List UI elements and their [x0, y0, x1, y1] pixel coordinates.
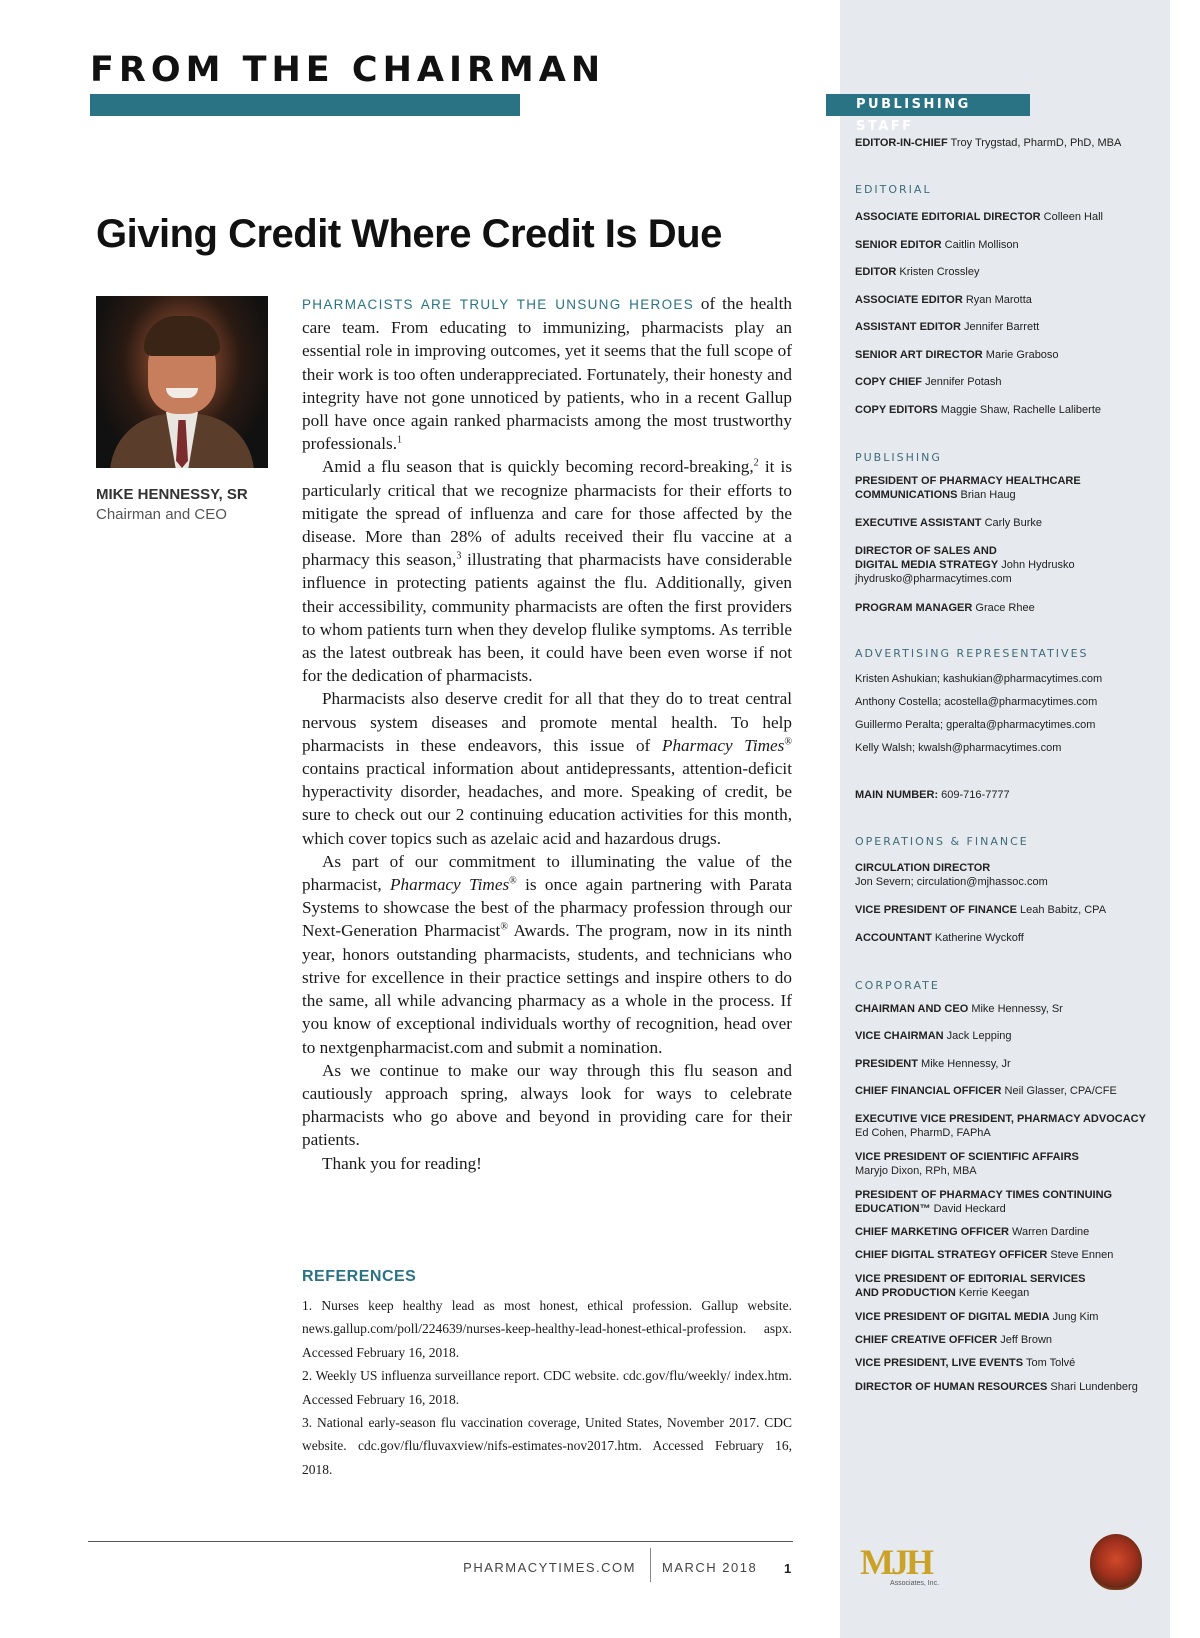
paragraph-3-text-a: Pharmacists also deserve credit for all that they do to treat central nervous system diseases and promote mental health. To help pharmacists in these endeavors, this issue of — [302, 689, 792, 755]
reference-item: 3. National early-season flu vaccination coverage, United States, November 2017. CDC website. cdc.gov/flu/fluvaxview/nifs-estimates-nov2017.htm. Accessed February 16, 2018. — [302, 1415, 792, 1477]
staff-title: CHIEF FINANCIAL OFFICER — [855, 1085, 1002, 1097]
staff-title: VICE PRESIDENT OF FINANCE — [855, 904, 1017, 916]
footer-site: PHARMACYTIMES.COM — [463, 1560, 636, 1575]
staff-email: jhydrusko@pharmacytimes.com — [855, 573, 1012, 585]
staff-name: Maryjo Dixon, RPh, MBA — [855, 1165, 977, 1177]
staff-title: DIRECTOR OF HUMAN RESOURCES — [855, 1381, 1048, 1393]
staff-entry — [855, 293, 1155, 307]
staff-title: CIRCULATION DIRECTOR — [855, 862, 991, 874]
staff-entry — [855, 861, 1155, 889]
staff-title: EXECUTIVE ASSISTANT — [855, 517, 982, 529]
paragraph-3-text-b: contains practical information about antidepressants, attention-deficit hyperactivity disorder, headaches, and more. Speaking of credit, be sure to check out our 2 continuing education activities for this month, which cover topics such as azelaic acid and hazardous drugs. — [302, 759, 792, 848]
footer-date: MARCH 2018 — [662, 1560, 758, 1575]
ad-rep: Kelly Walsh; kwalsh@pharmacytimes.com — [855, 742, 1062, 754]
paragraph-1 — [302, 292, 792, 455]
main-number — [855, 788, 1155, 802]
staff-title: VICE PRESIDENT OF DIGITAL MEDIA — [855, 1311, 1050, 1323]
group-heading: EDITORIAL — [855, 183, 932, 196]
staff-title: PRESIDENT OF PHARMACY TIMES CONTINUING — [855, 1189, 1113, 1201]
staff-title: EDITOR-IN-CHIEF — [855, 137, 948, 149]
staff-name: Leah Babitz, CPA — [1016, 904, 1107, 916]
staff-title: CHIEF CREATIVE OFFICER — [855, 1334, 998, 1346]
staff-title: COMMUNICATIONS — [855, 489, 958, 501]
staff-entry — [855, 1188, 1155, 1216]
references-list — [302, 1294, 792, 1481]
staff-name: John Hydrusko — [998, 559, 1075, 571]
staff-title: ASSISTANT EDITOR — [855, 321, 961, 333]
staff-name: David Heckard — [930, 1203, 1006, 1215]
registered-mark: ® — [509, 875, 517, 887]
paragraph-4 — [302, 850, 792, 1059]
paragraph-2-text-b: it is particularly critical that we recognize pharmacists for their efforts to mitigate the spread of influenza and care for those affected by the disease. More than 28% of adults received their flu vaccine at a pharmacy this season, — [302, 457, 793, 570]
staff-entry — [855, 403, 1155, 417]
ad-rep: Kristen Ashukian; kashukian@pharmacytimes.com — [855, 673, 1103, 685]
staff-title: CHIEF DIGITAL STRATEGY OFFICER — [855, 1249, 1048, 1261]
staff-entry — [855, 1333, 1155, 1347]
staff-entry — [855, 1057, 1155, 1071]
references-heading: REFERENCES — [302, 1268, 417, 1285]
registered-mark: ® — [500, 921, 508, 933]
crest-logo — [1090, 1534, 1142, 1590]
staff-title: PRESIDENT — [855, 1058, 918, 1070]
author-role: Chairman and CEO — [96, 506, 227, 523]
staff-entry — [855, 1084, 1155, 1098]
phone-number: 609-716-7777 — [938, 789, 1010, 801]
staff-entry — [855, 474, 1155, 502]
mjh-logo — [860, 1544, 950, 1594]
staff-title: VICE PRESIDENT OF SCIENTIFIC AFFAIRS — [855, 1151, 1079, 1163]
staff-entry — [855, 320, 1155, 334]
footer-rule — [88, 1541, 793, 1542]
staff-name: Tom Tolvé — [1023, 1357, 1076, 1369]
staff-entry — [855, 1248, 1155, 1262]
author-name: MIKE HENNESSY, SR — [96, 486, 248, 503]
staff-title: PRESIDENT OF PHARMACY HEALTHCARE — [855, 475, 1081, 487]
staff-entry — [855, 601, 1155, 615]
staff-entry — [855, 265, 1155, 279]
group-heading: PUBLISHING — [855, 451, 942, 464]
staff-entry — [855, 1002, 1155, 1016]
section-title: FROM THE CHAIRMAN — [90, 50, 606, 90]
staff-entry — [855, 1272, 1155, 1300]
staff-title: SENIOR ART DIRECTOR — [855, 349, 983, 361]
staff-name: Kerrie Keegan — [955, 1287, 1030, 1299]
paragraph-4-text-c: Awards. The program, now in its ninth year, honors outstanding pharmacists, students, and technicians who strive for excellence in their practice settings and inspire others to do the same, all while advancing pharmacy as a whole in the process. If you know of exceptional individuals worthy of recognition, head over to nextgenpharmacist.com and submit a nomination. — [302, 921, 793, 1057]
ref-marker: 1 — [397, 434, 402, 446]
paragraph-6: Thank you for reading! — [322, 1153, 482, 1173]
staff-entry — [855, 238, 1155, 252]
mjh-logo-mark: MJH — [860, 1542, 931, 1582]
staff-title: VICE PRESIDENT, LIVE EVENTS — [855, 1357, 1024, 1369]
ref-marker: 2 — [753, 457, 759, 469]
staff-title: CHIEF MARKETING OFFICER — [855, 1226, 1009, 1238]
article-body — [302, 292, 792, 1175]
publication-name: Pharmacy Times — [390, 875, 510, 895]
paragraph-3 — [302, 687, 792, 849]
staff-entry — [855, 1029, 1155, 1043]
staff-name: Marie Graboso — [982, 349, 1059, 361]
staff-name: Jennifer Potash — [922, 376, 1002, 388]
paragraph-2-text-a: Amid a flu season that is quickly becoming record-breaking, — [322, 457, 754, 477]
group-heading: ADVERTISING REPRESENTATIVES — [855, 647, 1089, 660]
staff-entry — [855, 210, 1155, 224]
staff-name: Jung Kim — [1049, 1311, 1099, 1323]
ad-rep: Guillermo Peralta; gperalta@pharmacytimes.com — [855, 719, 1096, 731]
staff-entry — [855, 1112, 1155, 1140]
staff-entry — [855, 931, 1155, 945]
staff-name: Katherine Wyckoff — [931, 932, 1024, 944]
article-headline: Giving Credit Where Credit Is Due — [96, 212, 722, 256]
ref-marker: 3 — [456, 550, 462, 562]
staff-entry — [855, 903, 1155, 917]
staff-name: Kristen Crossley — [896, 266, 980, 278]
staff-name: Carly Burke — [981, 517, 1043, 529]
paragraph-4-text-a: As part of our commitment to illuminating the value of the pharmacist, — [302, 851, 792, 895]
staff-title: COPY EDITORS — [855, 404, 938, 416]
staff-name: Steve Ennen — [1047, 1249, 1114, 1261]
staff-title: VICE PRESIDENT OF EDITORIAL SERVICES — [855, 1273, 1086, 1285]
staff-title: EXECUTIVE VICE PRESIDENT, PHARMACY ADVOCACY — [855, 1113, 1146, 1125]
footer-divider — [650, 1548, 651, 1582]
paragraph-2 — [302, 455, 792, 687]
staff-entry — [855, 136, 1155, 150]
staff-name: Jeff Brown — [997, 1334, 1053, 1346]
publishing-staff-label: PUBLISHING STAFF — [826, 94, 1030, 116]
staff-name: Troy Trygstad, PharmD, PhD, MBA — [947, 137, 1122, 149]
staff-name: Mike Hennessy, Jr — [917, 1058, 1011, 1070]
staff-title: ASSOCIATE EDITOR — [855, 294, 963, 306]
section-title-bar — [90, 94, 520, 116]
staff-name: Colleen Hall — [1040, 211, 1103, 223]
staff-name: Jennifer Barrett — [960, 321, 1040, 333]
staff-name: Jon Severn; circulation@mjhassoc.com — [855, 876, 1048, 888]
staff-name: Grace Rhee — [972, 602, 1035, 614]
staff-title: CHAIRMAN AND CEO — [855, 1003, 969, 1015]
staff-title: ACCOUNTANT — [855, 932, 932, 944]
ad-rep: Anthony Costella; acostella@pharmacytimes.com — [855, 696, 1098, 708]
group-heading: CORPORATE — [855, 979, 940, 992]
staff-title: COPY CHIEF — [855, 376, 923, 388]
staff-title: MAIN NUMBER: — [855, 789, 939, 801]
staff-name: Warren Dardine — [1009, 1226, 1090, 1238]
staff-entry — [855, 375, 1155, 389]
registered-mark: ® — [784, 736, 792, 748]
staff-name: Shari Lundenberg — [1047, 1381, 1138, 1393]
staff-entry — [855, 516, 1155, 530]
lead-in: PHARMACISTS ARE TRULY THE UNSUNG HEROES — [302, 297, 694, 312]
staff-entry — [855, 1310, 1155, 1324]
staff-title: ASSOCIATE EDITORIAL DIRECTOR — [855, 211, 1041, 223]
staff-entry — [855, 348, 1155, 362]
staff-title: SENIOR EDITOR — [855, 239, 942, 251]
paragraph-2-text-c: illustrating that pharmacists have considerable influence in protecting patients against the flu. Additionally, given their accessibility, community pharmacists are often the first providers to whom patients turn when they develop flulike symptoms. As terrible as the latest outbreak has been, it could have been even worse if not for the dedication of pharmacists. — [302, 550, 792, 686]
staff-name: Caitlin Mollison — [941, 239, 1019, 251]
staff-name: Mike Hennessy, Sr — [968, 1003, 1063, 1015]
staff-title: VICE CHAIRMAN — [855, 1030, 944, 1042]
staff-entry — [855, 1225, 1155, 1239]
staff-title: PROGRAM MANAGER — [855, 602, 973, 614]
reference-item: 2. Weekly US influenza surveillance report. CDC website. cdc.gov/flu/weekly/ index.htm. Accessed February 16, 2018. — [302, 1368, 792, 1407]
page-number: 1 — [784, 1561, 792, 1576]
group-heading: OPERATIONS & FINANCE — [855, 835, 1029, 848]
staff-entry — [855, 544, 1155, 586]
staff-name: Ed Cohen, PharmD, FAPhA — [855, 1127, 991, 1139]
staff-name: Maggie Shaw, Rachelle Laliberte — [937, 404, 1101, 416]
staff-title: EDUCATION™ — [855, 1203, 931, 1215]
staff-entry — [855, 1356, 1155, 1370]
staff-title: EDITOR — [855, 266, 897, 278]
paragraph-4-text-b: is once again partnering with Parata Systems to showcase the best of the pharmacy profession through our Next-Generation Pharmacist — [302, 875, 793, 941]
staff-name: Ryan Marotta — [962, 294, 1032, 306]
reference-item: 1. Nurses keep healthy lead as most honest, ethical profession. Gallup website. news.gallup.com/poll/224639/nurses-keep-healthy-lead-honest-ethical-profession. aspx. Accessed February 16, 2018. — [302, 1298, 792, 1360]
staff-name: Brian Haug — [957, 489, 1016, 501]
paragraph-1-text: of the health care team. From educating to immunizing, pharmacists play an essential role in improving outcomes, yet it seems that the full scope of their work is too often underappreciated. Fortunately, their honesty and integrity have not gone unnoticed by patients, who in a recent Gallup poll have once again ranked pharmacists among the most trustworthy professionals. — [302, 294, 792, 454]
paragraph-5: As we continue to make our way through this flu season and cautiously approach spring, always look for ways to celebrate pharmacists who go above and beyond in providing care for their patients. — [302, 1060, 792, 1150]
publication-name: Pharmacy Times — [661, 735, 785, 755]
staff-title: DIGITAL MEDIA STRATEGY — [855, 559, 999, 571]
author-photo — [96, 296, 268, 468]
staff-name: Jack Lepping — [943, 1030, 1012, 1042]
mjh-logo-subtitle: Associates, Inc. — [890, 1580, 940, 1587]
staff-entry — [855, 1380, 1155, 1394]
staff-entry — [855, 1150, 1155, 1178]
staff-title: DIRECTOR OF SALES AND — [855, 545, 997, 557]
staff-title: AND PRODUCTION — [855, 1287, 956, 1299]
staff-name: Neil Glasser, CPA/CFE — [1001, 1085, 1117, 1097]
